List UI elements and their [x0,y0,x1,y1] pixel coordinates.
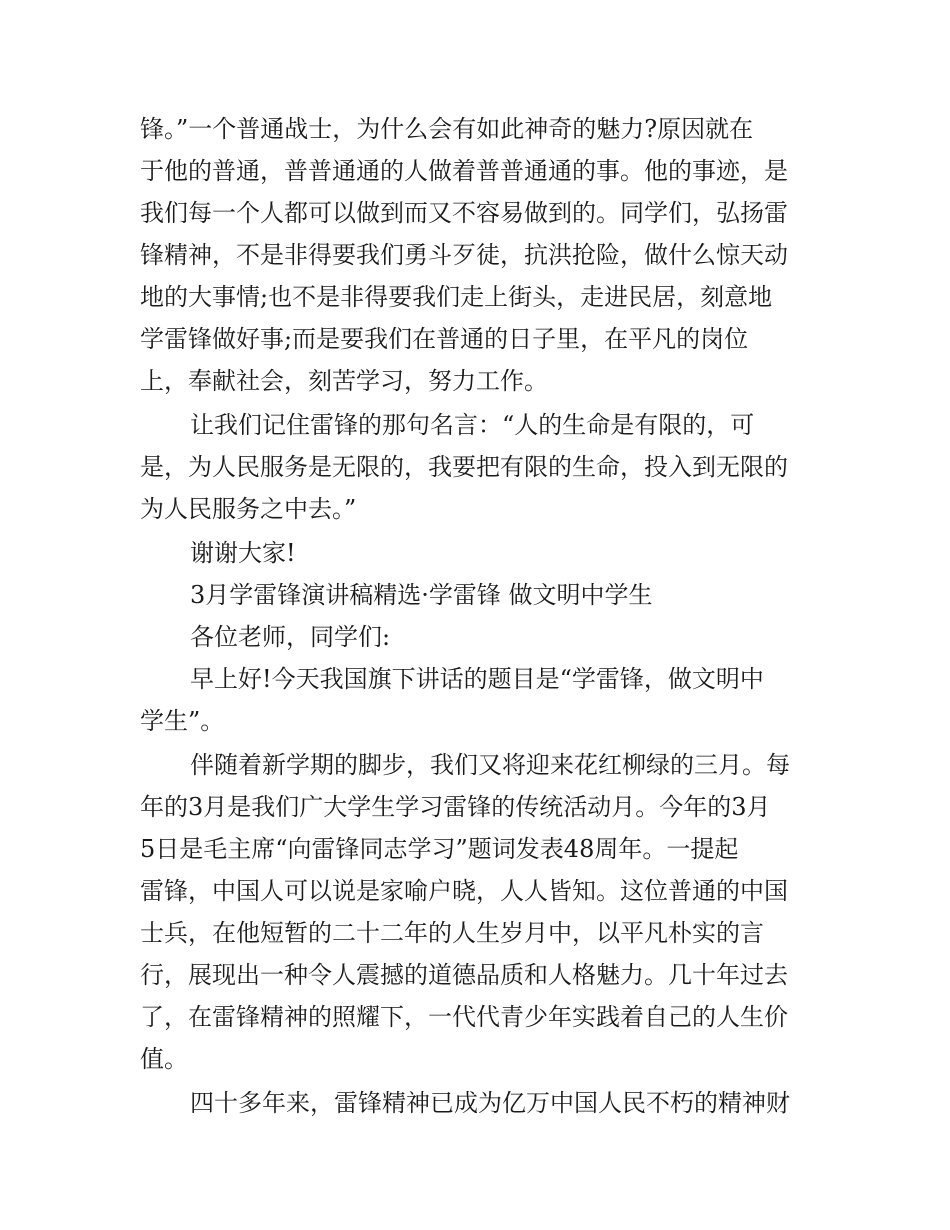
text-line: 让我们记住雷锋的那句名言：“人的生命是有限的，可 [190,411,755,439]
text-line: 士兵，在他短暂的二十二年的人生岁月中，以平凡朴实的言 [140,919,764,947]
text-line: 行，展现出一种令人震撼的道德品质和人格魅力。几十年过去 [140,961,788,989]
text-line: 于他的普通，普普通通的人做着普普通通的事。他的事迹，是 [140,157,788,185]
text-line: 伴随着新学期的脚步，我们又将迎来花红柳绿的三月。每 [190,751,790,779]
text-line: 是，为人民服务是无限的，我要把有限的生命，投入到无限的 [140,453,788,481]
text-line: 各位老师，同学们: [190,623,391,651]
text-line: 锋精神，不是非得要我们勇斗歹徒，抗洪抢险，做什么惊天动 [140,241,788,269]
text-line: 5日是毛主席“向雷锋同志学习”题词发表48周年。一提起 [140,835,739,863]
text-line: 值。 [140,1045,188,1073]
text-line: 早上好!今天我国旗下讲话的题目是“学雷锋，做文明中 [190,665,764,693]
text-line: 我们每一个人都可以做到而又不容易做到的。同学们，弘扬雷 [140,199,788,227]
text-line: 四十多年来，雷锋精神已成为亿万中国人民不朽的精神财 [190,1089,790,1117]
text-line: 了，在雷锋精神的照耀下，一代代青少年实践着自己的人生价 [140,1003,788,1031]
text-line: 地的大事情;也不是非得要我们走上街头，走进民居，刻意地 [140,283,773,311]
text-line: 年的3月是我们广大学生学习雷锋的传统活动月。今年的3月 [140,793,771,821]
text-line: 为人民服务之中去。” [140,495,357,523]
text-line: 雷锋，中国人可以说是家喻户晓，人人皆知。这位普通的中国 [140,877,788,905]
text-line: 学雷锋做好事;而是要我们在普通的日子里，在平凡的岗位 [140,325,749,353]
text-line: 谢谢大家! [190,539,296,567]
text-line: 上，奉献社会，刻苦学习，努力工作。 [140,367,548,395]
text-line: 学生”。 [140,707,225,735]
text-line: 锋。”一个普通战士，为什么会有如此神奇的魅力?原因就在 [140,115,754,143]
section-heading: 3月学雷锋演讲稿精选·学雷锋 做文明中学生 [190,581,653,609]
